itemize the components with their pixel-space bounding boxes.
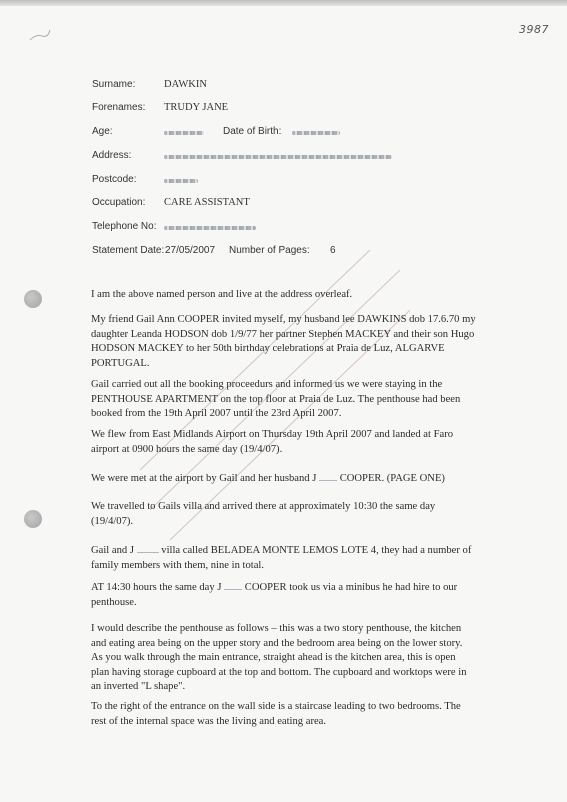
paragraph-9: I would describe the penthouse as follows – this was a two story penthouse, the kitchen and eating area being on the upper story and the bedroom area being on the lower story. As you walk through the main entrance, straight ahead is the kitchen area, this is open plan having storage cupboard at the top and bottom. The cupboard and worktops were in an inverted "L shape".	[91, 623, 467, 692]
paragraph-1: I am the above named person and live at the address overleaf.	[91, 289, 353, 300]
occupation-value: CARE ASSISTANT	[164, 197, 250, 208]
paragraph-3: Gail carried out all the booking proceedurs and informed us we were staying in the PENTHOUSE APARTMENT on the top floor at Praia de Luz. The penthouse had been booked from the 19th April 2007 until the 23rd April 2007.	[91, 379, 461, 419]
statement-date-row	[92, 245, 392, 259]
paragraph-7-start: Gail and J	[91, 545, 134, 556]
telephone-row	[92, 221, 342, 235]
paragraph-5-start: We were met at the airport by Gail and her husband J	[91, 473, 317, 484]
age-row	[92, 126, 392, 140]
paragraph-8-start: AT 14:30 hours the same day J	[91, 582, 222, 593]
paragraph-7	[91, 544, 476, 573]
dob-label: Date of Birth:	[223, 126, 282, 137]
redaction-blank	[137, 549, 159, 553]
punch-hole-icon	[24, 290, 42, 308]
occupation-label: Occupation:	[92, 197, 146, 208]
dob-redacted	[292, 131, 340, 135]
paragraph-8	[91, 581, 476, 610]
punch-hole-icon	[24, 510, 42, 528]
paragraph-5-end: COOPER. (PAGE ONE)	[339, 473, 445, 484]
telephone-label: Telephone No:	[92, 221, 157, 232]
address-redacted	[164, 155, 392, 159]
pages-label: Number of Pages:	[229, 245, 310, 256]
address-row	[92, 150, 472, 164]
age-label: Age:	[92, 126, 113, 137]
pen-mark-icon	[28, 28, 52, 42]
forenames-label: Forenames:	[92, 102, 146, 113]
redaction-blank	[224, 586, 242, 590]
paragraph-2: My friend Gail Ann COOPER invited myself, my husband lee DAWKINS dob 17.6.70 my daughter Leanda HODSON dob 1/9/77 her partner Stephen MACKEY and their son Hugo HODSON MACKEY to her 50th birthday celebrations at Praia de Luz, ALGARVE PORTUGAL.	[91, 314, 476, 369]
paragraph-10: To the right of the entrance on the wall side is a staircase leading to two bedrooms. The rest of the internal space was the living and eating area.	[91, 701, 461, 727]
paragraph-4: We flew from East Midlands Airport on Thursday 19th April 2007 and landed at Faro airport at 0900 hours the same day (19/4/07).	[91, 429, 454, 455]
statement-date-value: 27/05/2007	[165, 245, 216, 256]
redaction-blank	[319, 477, 337, 481]
address-label: Address:	[92, 150, 132, 161]
telephone-redacted	[164, 226, 256, 230]
forenames-value: TRUDY JANE	[164, 102, 229, 113]
statement-date-label: Statement Date:	[92, 245, 165, 256]
pages-value: 6	[330, 245, 336, 256]
age-redacted	[164, 131, 204, 135]
handwritten-page-number: 3987	[519, 23, 549, 36]
paragraph-8-end: COOPER took us via a minibus he had hire to our penthouse.	[91, 582, 458, 608]
postcode-label: Postcode:	[92, 174, 137, 185]
paragraph-6: We travelled to Gails villa and arrived there at approximately 10:30 the same day (19/4/07).	[91, 501, 436, 527]
scan-top-edge	[0, 0, 567, 6]
postcode-redacted	[164, 179, 198, 183]
surname-value: DAWKIN	[164, 79, 207, 90]
paragraph-5	[91, 472, 476, 487]
surname-label: Surname:	[92, 79, 136, 90]
postcode-row	[92, 174, 292, 188]
paragraph-7-end: villa called BELADEA MONTE LEMOS LOTE 4, they had a number of family members with them, nine in total.	[91, 545, 472, 571]
